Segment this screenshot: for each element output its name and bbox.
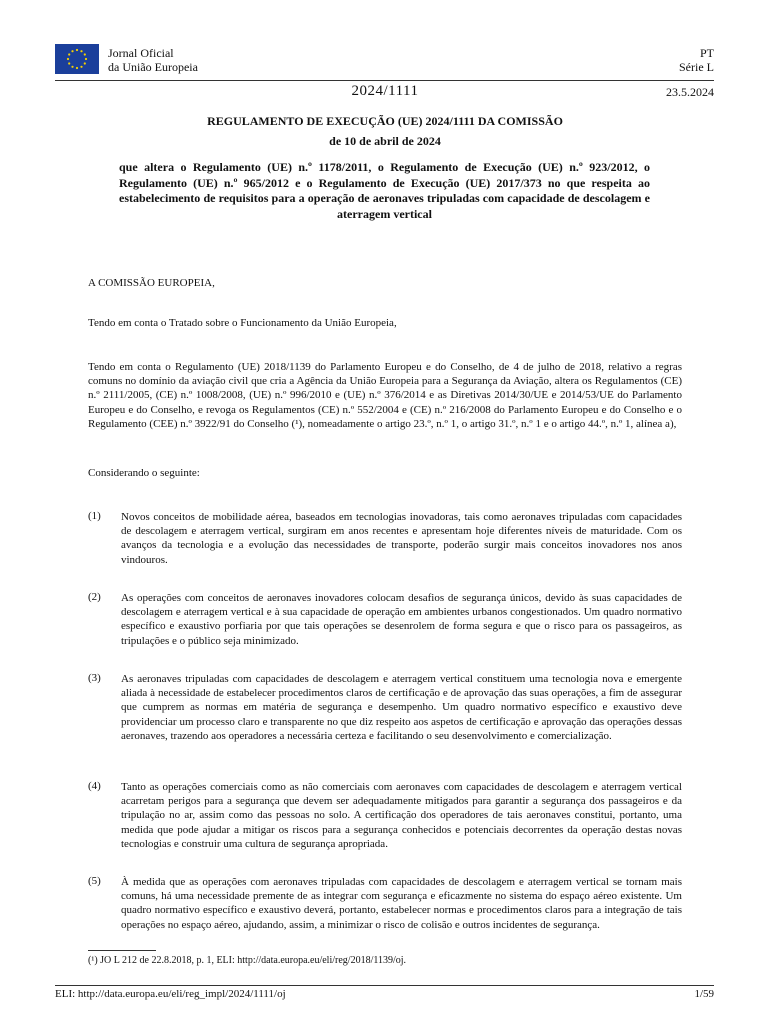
regulation-citation: Tendo em conta o Regulamento (UE) 2018/1139 do Parlamento Europeu e do Conselho, de 4 de julho de 2018, relativo a regras comuns no domínio da aviação civil que cria a Agência da União Europeia para a Segurança da Aviação, altera os Regulamentos (CE) n.º 2111/2005, (CE) n.º 1008/2008, (UE) n.º 996/2010 e (UE) n.º 376/2014 e as Diretivas 2014/30/UE e 2014/53/UE do Parlamento Europeu e do Conselho, e revoga os Regulamentos (CE) n.º 552/2004 e (CE) n.º 216/2008 do Parlamento Europeu e do Conselho e o Regulamento (CEE) n.º 3922/91 do Conselho (¹), nomeadamente o artigo 23.º, n.º 1, o artigo 31.º, n.º 1 e o artigo 44.º, n.º 1, alínea a),: [88, 361, 682, 430]
recital-number: (3): [88, 672, 101, 684]
document-title: REGULAMENTO DE EXECUÇÃO (UE) 2024/1111 DA COMISSÃO: [207, 114, 563, 128]
recital-number: (2): [88, 591, 101, 603]
treaty-citation: Tendo em conta o Tratado sobre o Funcionamento da União Europeia,: [88, 317, 397, 329]
publication-date: 23.5.2024: [666, 85, 714, 99]
footer-divider: [55, 985, 714, 986]
recital-text: Tanto as operações comerciais como as não comerciais com aeronaves com capacidades de descolagem e aterragem vertical acarretam perigos para a segurança que devem ser adequadamente mitigados para garantir a segurança dos passageiros e da tripulação no ar, assim como das pessoas no solo. A certificação dos operadores de tais aeronaves constitui, portanto, uma medida que pode ajudar a mitigar os riscos para a segurança conhecidos e potenciais decorrentes da operação destas novas tecnologias e construir uma cultura de segurança apropriada.: [121, 781, 682, 850]
journal-name: [108, 46, 198, 74]
header-divider: [55, 80, 714, 81]
recital-number: (5): [88, 875, 101, 887]
journal-line-2: da União Europeia: [108, 60, 198, 74]
document-number: 2024/1111: [351, 83, 419, 99]
series-label: Série L: [679, 60, 714, 74]
journal-line-1: Jornal Oficial: [108, 46, 174, 60]
recital-text: As operações com conceitos de aeronaves inovadores colocam desafios de segurança únicos, devido às suas capacidades de descolagem e aterragem vertical e à sua capacidade de operação em ambientes urbanos congestionados. Um quadro normativo específico e exaustivo porfiaria por que tais operações se desenrolem de forma segura e que o risco para os passageiros, as tripulações e o público seja minimizado.: [121, 592, 682, 647]
page-number: 1/59: [694, 988, 714, 1000]
language-code: PT: [699, 46, 714, 60]
recital-text: À medida que as operações com aeronaves tripuladas com capacidades de descolagem e aterragem vertical se tornam mais comuns, há uma necessidade premente de as integrar com segurança e eficazmente no sistema do espaço aéreo existente. Um quadro normativo específico e exaustivo deverá, portanto, estabelecer normas e procedimentos claros para a integração de tais operações no espaço aéreo, ajudando, assim, a minimizar o risco de colisão e outros incidentes de segurança.: [121, 876, 682, 931]
document-topic: que altera o Regulamento (UE) n.º 1178/2011, o Regulamento de Execução (UE) n.º 923/2012, o Regulamento (UE) n.º 965/2012 e o Regulamento de Execução (UE) 2017/373 no que respeita ao estabelecimento de requisitos para a operação de aeronaves tripuladas com capacidade de descolagem e aterragem vertical: [119, 160, 650, 221]
footnote-divider: [88, 950, 156, 951]
footnote: (¹) JO L 212 de 22.8.2018, p. 1, ELI: http://data.europa.eu/eli/reg/2018/1139/oj.: [88, 955, 407, 966]
recital-number: (4): [88, 780, 101, 792]
eu-flag-icon: [55, 44, 99, 74]
eli-link[interactable]: ELI: http://data.europa.eu/eli/reg_impl/2024/1111/oj: [55, 988, 286, 1000]
recital-text: Novos conceitos de mobilidade aérea, baseados em tecnologias inovadoras, tais como aeronaves tripuladas com capacidades de descolagem e aterragem vertical, surgiram em anos recentes e apresentam hoje diferentes níveis de maturidade. Com os avanços da tecnologia e a evolução das necessidades de transporte, poderão surgir mais conceitos inovadores nos anos vindouros.: [121, 511, 682, 566]
document-date: de 10 de abril de 2024: [329, 134, 441, 148]
commission-heading: A COMISSÃO EUROPEIA,: [88, 277, 215, 289]
recital-number: (1): [88, 510, 101, 522]
series-info: [679, 46, 714, 74]
considering-heading: Considerando o seguinte:: [88, 467, 200, 479]
recital-text: As aeronaves tripuladas com capacidades de descolagem e aterragem vertical constituem uma tecnologia nova e emergente aliada à necessidade de estabelecer procedimentos claros de certificação e de aprovação das suas operações, a fim de assegurar que cumprem as normas em matéria de segurança e desempenho. Um quadro normativo específico e exaustivo deve providenciar um processo claro e transparente no que diz respeito aos aspetos de certificação e aprovação das operações dessas aeronaves, trazendo aos operadores a necessária certeza e facilitando o seu desenvolvimento e comercialização.: [121, 673, 682, 742]
